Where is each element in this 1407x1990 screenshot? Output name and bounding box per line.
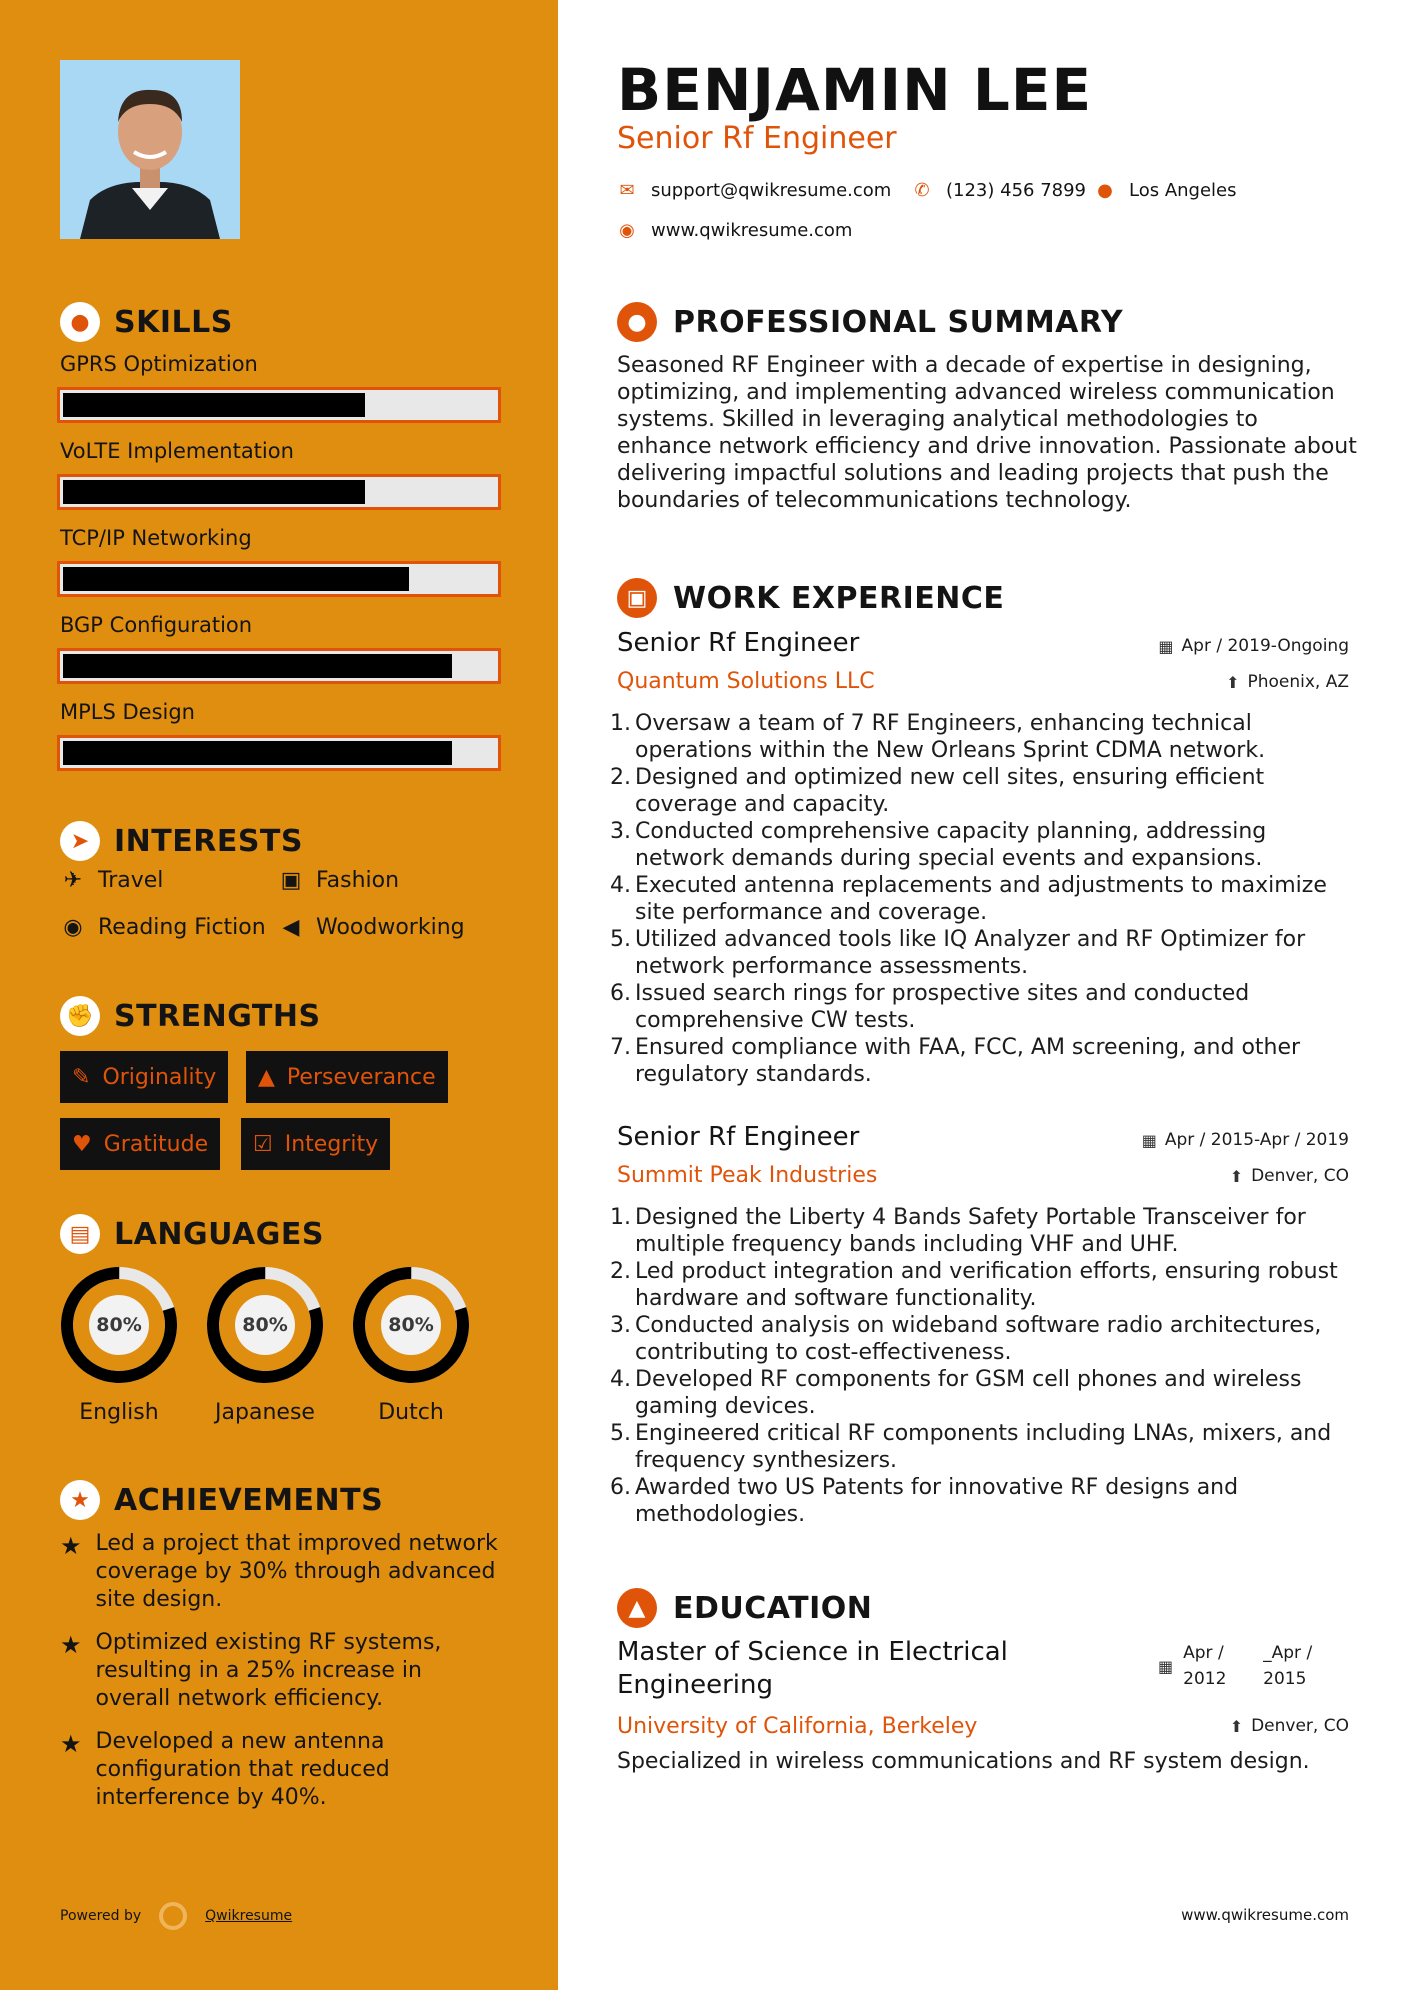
summary-text: Seasoned RF Engineer with a decade of expertise in designing, optimizing, and implementing advanced wireless communication systems. Skilled in leveraging analytical methodologies to enhance network efficiency and drive innovation. Passionate about delivering impactful solutions and leading projects that push the boundaries of telecommunications technology. <box>617 353 1357 513</box>
job-location: ⬆ Denver, CO <box>1229 1166 1349 1186</box>
footer-url[interactable]: www.qwikresume.com <box>1181 1906 1349 1924</box>
skill-bar-fill <box>63 741 452 765</box>
list-item: 5. Utilized advanced tools like IQ Analyzer and RF Optimizer for network performance assessments. <box>610 927 1306 979</box>
qwikresume-logo-icon <box>159 1902 187 1930</box>
contact-email: ✉ support@qwikresume.com <box>617 180 891 201</box>
map-pin-icon: ● <box>1097 180 1113 201</box>
education-description: Specialized in wireless communications and RF system design. <box>617 1749 1310 1774</box>
achievement-item: ★ Led a project that improved network coverage by 30% through advanced site design. <box>60 1531 498 1612</box>
gamepad-icon: ◉ <box>63 915 83 940</box>
education-location: ⬆ Denver, CO <box>1229 1716 1349 1736</box>
list-item: 4. Executed antenna replacements and adjustments to maximize site performance and coverage. <box>610 873 1327 925</box>
language-percent: 80% <box>235 1295 295 1355</box>
job-bullets <box>609 710 1349 1088</box>
language-name: Japanese <box>215 1400 315 1425</box>
sidebar <box>0 0 558 1990</box>
language-percent: 80% <box>89 1295 149 1355</box>
skill-bar-fill <box>63 480 365 504</box>
brand-link[interactable]: Qwikresume <box>205 1908 293 1924</box>
profile-photo <box>60 60 240 239</box>
interest-item: ◉ Reading Fiction <box>60 915 266 940</box>
skills-heading: ● SKILLS <box>60 302 233 342</box>
strength-badge: ☑ Integrity <box>241 1118 390 1170</box>
skill-bar <box>57 387 501 423</box>
plane-icon: ✈ <box>63 868 83 893</box>
achievement-item: ★ Developed a new antenna configuration that reduced interference by 40%. <box>60 1729 390 1810</box>
language-name: English <box>79 1400 159 1425</box>
pin-icon: ⬆ <box>1229 1716 1244 1736</box>
briefcase-icon: ▣ <box>617 578 657 618</box>
strengths-heading: ✊ STRENGTHS <box>60 996 321 1036</box>
skill-label: TCP/IP Networking <box>60 526 252 550</box>
paper-plane-icon: ➤ <box>60 821 100 861</box>
language-percent: 80% <box>381 1295 441 1355</box>
graduation-icon: ▲ <box>617 1588 657 1628</box>
skill-label: GPRS Optimization <box>60 352 258 376</box>
skill-bar-fill <box>63 654 452 678</box>
list-item: 5. Engineered critical RF components including LNAs, mixers, and frequency synthesizers. <box>610 1421 1332 1473</box>
strength-badge: ▲ Perseverance <box>246 1051 448 1103</box>
calendar-icon: ▦ <box>1158 1657 1174 1676</box>
education-heading: ▲ EDUCATION <box>617 1588 872 1628</box>
degree-title-cont: Engineering <box>617 1670 773 1700</box>
interest-item: ◀ Woodworking <box>278 915 465 940</box>
contact-location: ● Los Angeles <box>1095 180 1237 201</box>
phone-icon: ✆ <box>914 180 930 201</box>
star-icon: ★ <box>60 1730 82 1758</box>
skill-bar-fill <box>63 393 365 417</box>
list-item: 3. Conducted analysis on wideband software radio architectures, contributing to cost-effectiveness. <box>610 1313 1322 1365</box>
check-square-icon: ☑ <box>253 1131 273 1157</box>
degree-title: Master of Science in Electrical <box>617 1637 1008 1667</box>
skill-label: MPLS Design <box>60 700 195 724</box>
skill-bar <box>57 735 501 771</box>
calendar-icon: ▦ <box>1158 636 1174 656</box>
pin-icon: ⬆ <box>1226 672 1240 692</box>
pencil-icon: ✎ <box>72 1064 91 1090</box>
language-ring <box>205 1265 325 1385</box>
skill-bar <box>57 648 501 684</box>
star-badge-icon: ★ <box>60 1480 100 1520</box>
powered-by: Powered by Qwikresume <box>60 1902 292 1930</box>
envelope-icon: ✉ <box>619 180 635 201</box>
lightbulb-icon: ● <box>60 302 100 342</box>
fist-icon: ✊ <box>60 996 100 1036</box>
list-item: 3. Conducted comprehensive capacity planning, addressing network demands during special events and expansions. <box>610 819 1267 871</box>
list-item: 4. Developed RF components for GSM cell phones and wireless gaming devices. <box>610 1367 1302 1419</box>
job-title: Senior Rf Engineer <box>617 628 860 658</box>
skill-bar-fill <box>63 567 409 591</box>
candidate-name: BENJAMIN LEE <box>617 56 1093 124</box>
list-item: 2. Designed and optimized new cell sites, ensuring efficient coverage and capacity. <box>610 765 1265 817</box>
interest-item: ▣ Fashion <box>278 868 399 893</box>
list-item: 7. Ensured compliance with FAA, FCC, AM screening, and other regulatory standards. <box>610 1035 1301 1087</box>
job-bullets <box>609 1204 1349 1528</box>
job-title: Senior Rf Engineer <box>617 1122 860 1152</box>
strength-badge: ✎ Originality <box>60 1051 228 1103</box>
list-item: 6. Issued search rings for prospective sites and conducted comprehensive CW tests. <box>610 981 1250 1033</box>
job-location: ⬆ Phoenix, AZ <box>1226 672 1349 692</box>
user-icon: ● <box>617 302 657 342</box>
pin-icon: ⬆ <box>1229 1166 1244 1186</box>
language-ring <box>59 1265 179 1385</box>
skill-label: VoLTE Implementation <box>60 439 294 463</box>
achievements-heading: ★ ACHIEVEMENTS <box>60 1480 383 1520</box>
road-icon: ▲ <box>258 1064 275 1090</box>
job-dates: ▦ Apr / 2015-Apr / 2019 <box>1141 1130 1349 1150</box>
strength-badge: ♥ Gratitude <box>60 1118 220 1170</box>
job-company: Summit Peak Industries <box>617 1163 878 1188</box>
shopping-bag-icon: ▣ <box>280 868 302 893</box>
interests-heading: ➤ INTERESTS <box>60 821 303 861</box>
list-item: 6. Awarded two US Patents for innovative RF designs and methodologies. <box>610 1475 1239 1527</box>
contact-website: ◉ www.qwikresume.com <box>617 220 852 241</box>
megaphone-icon: ◀ <box>282 915 300 940</box>
language-icon: ▤ <box>60 1214 100 1254</box>
job-dates: ▦ Apr / 2019-Ongoing <box>1158 636 1349 656</box>
skill-bar <box>57 474 501 510</box>
globe-icon: ◉ <box>619 220 635 241</box>
achievement-item: ★ Optimized existing RF systems, resulting in a 25% increase in overall network efficiency. <box>60 1630 442 1711</box>
heart-icon: ♥ <box>72 1131 92 1157</box>
candidate-role: Senior Rf Engineer <box>617 121 897 156</box>
summary-heading: ● PROFESSIONAL SUMMARY <box>617 302 1123 342</box>
star-icon: ★ <box>60 1631 82 1659</box>
list-item: 2. Led product integration and verification efforts, ensuring robust hardware and software functionality. <box>610 1259 1338 1311</box>
star-icon: ★ <box>60 1532 82 1560</box>
list-item: 1. Designed the Liberty 4 Bands Safety Portable Transceiver for multiple frequency bands including VHF and UHF. <box>610 1205 1306 1257</box>
job-company: Quantum Solutions LLC <box>617 669 875 694</box>
contact-phone: ✆ (123) 456 7899 <box>912 180 1086 201</box>
skill-bar <box>57 561 501 597</box>
language-name: Dutch <box>378 1400 444 1425</box>
languages-heading: ▤ LANGUAGES <box>60 1214 324 1254</box>
list-item: 1. Oversaw a team of 7 RF Engineers, enhancing technical operations within the New Orleans Sprint CDMA network. <box>610 711 1266 763</box>
calendar-icon: ▦ <box>1141 1130 1157 1150</box>
experience-heading: ▣ WORK EXPERIENCE <box>617 578 1004 618</box>
education-dates: ▦ Apr / 2012 _Apr / 2015 <box>1158 1640 1333 1692</box>
interest-item: ✈ Travel <box>60 868 163 893</box>
language-ring <box>351 1265 471 1385</box>
skill-label: BGP Configuration <box>60 613 253 637</box>
school-name: University of California, Berkeley <box>617 1714 978 1739</box>
